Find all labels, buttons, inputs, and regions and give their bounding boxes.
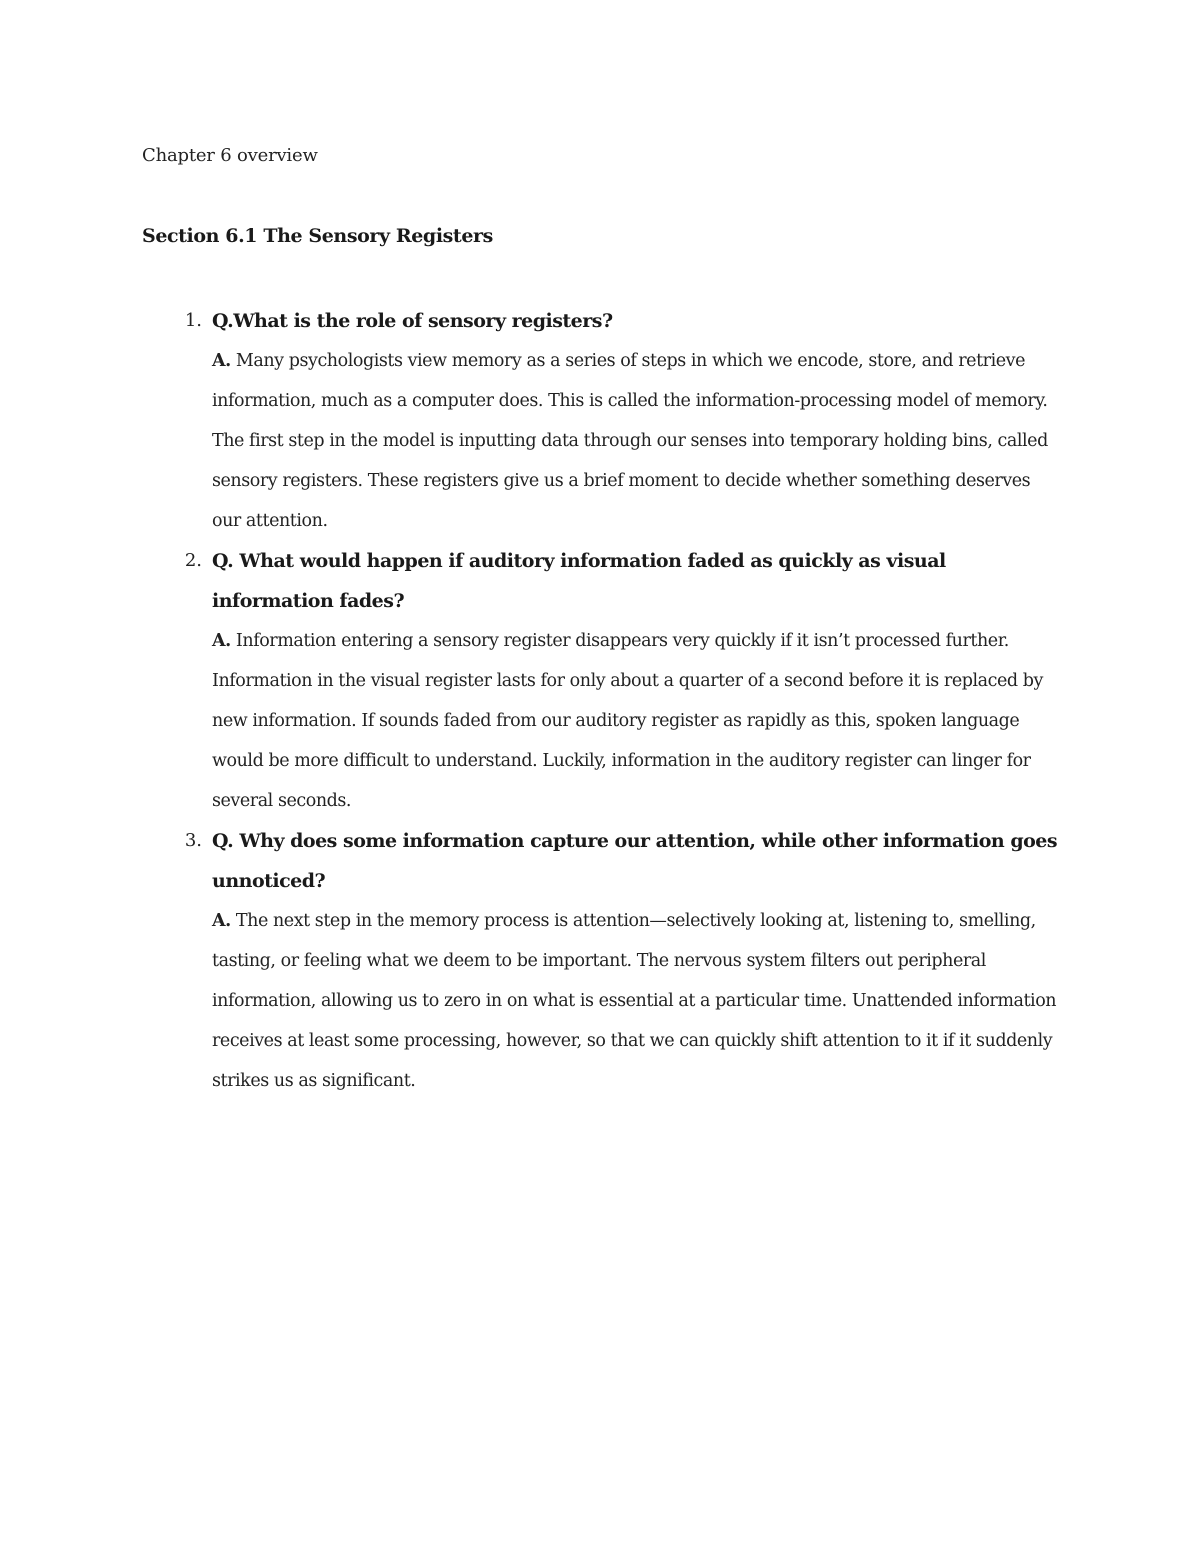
- qa-item-2: [184, 541, 1064, 821]
- qa-list: [184, 301, 1064, 1101]
- answer-label: A.: [212, 351, 231, 371]
- qa-question: Q. What would happen if auditory information faded as quickly as visual information fades?: [212, 550, 946, 612]
- answer-label: A.: [212, 911, 231, 931]
- qa-answer: [212, 901, 1064, 1101]
- qa-question: Q.What is the role of sensory registers?: [212, 310, 613, 332]
- answer-label: A.: [212, 631, 231, 651]
- qa-question: Q. Why does some information capture our attention, while other information goes unnoticed?: [212, 830, 1058, 892]
- document-title: Chapter 6 overview: [142, 145, 318, 166]
- qa-number: 2.: [184, 550, 202, 571]
- section-heading: Section 6.1 The Sensory Registers: [142, 225, 493, 247]
- qa-answer: [212, 341, 1064, 541]
- qa-number: 1.: [184, 310, 202, 331]
- qa-item-1: [184, 301, 1064, 541]
- answer-text: Many psychologists view memory as a series of steps in which we encode, store, and retrieve information, much as a computer does. This is called the information-processing model of memory. The first step in the model is inputting data through our senses into temporary holding bins, called sensory registers. These registers give us a brief moment to decide whether something deserves our attention.: [212, 351, 1048, 531]
- answer-text: Information entering a sensory register disappears very quickly if it isn’t processed further. Information in the visual register lasts for only about a quarter of a second before it is replaced by new information. If sounds faded from our auditory register as rapidly as this, spoken language would be more difficult to understand. Luckily, information in the auditory register can linger for several seconds.: [212, 631, 1043, 811]
- qa-number: 3.: [184, 830, 202, 851]
- qa-item-3: [184, 821, 1064, 1101]
- qa-answer: [212, 621, 1064, 821]
- answer-text: The next step in the memory process is attention—selectively looking at, listening to, smelling, tasting, or feeling what we deem to be important. The nervous system filters out peripheral information, allowing us to zero in on what is essential at a particular time. Unattended information receives at least some processing, however, so that we can quickly shift attention to it if it suddenly strikes us as significant.: [212, 911, 1057, 1091]
